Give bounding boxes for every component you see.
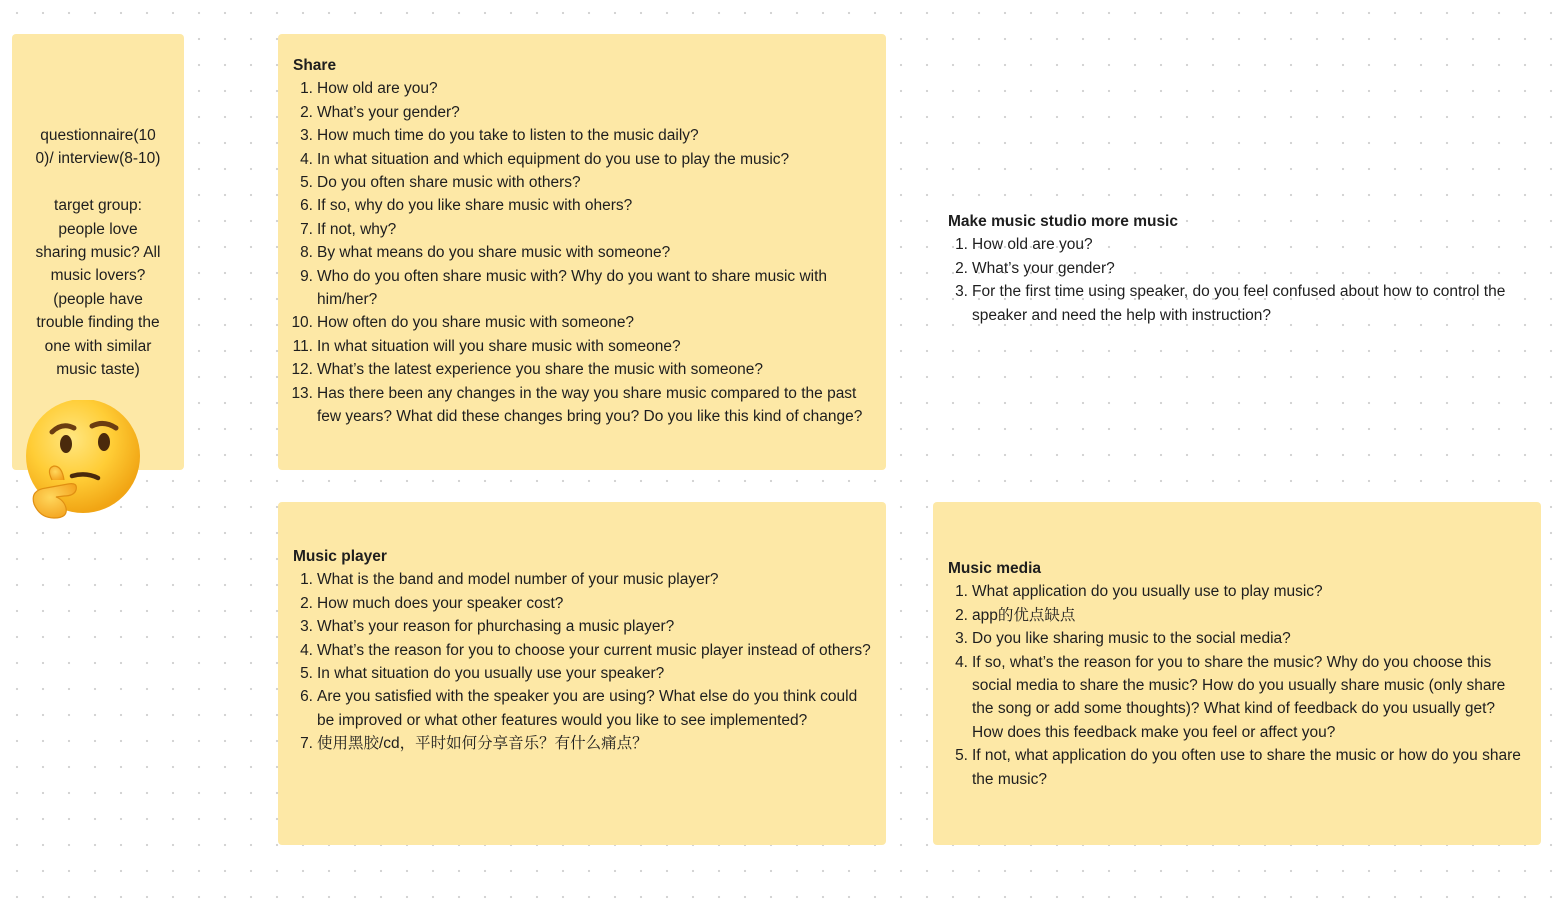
- list-item: 2. What’s your gender?: [955, 259, 1115, 277]
- question-text: In what situation and which equipment do you use to play the music?: [317, 150, 790, 168]
- question-list: [948, 580, 1526, 791]
- sticky-note-share[interactable]: [278, 34, 886, 470]
- intro-blank-line: [24, 171, 172, 194]
- question-text: Who do you often share music with? Why do you want to share music with him/her?: [317, 267, 828, 309]
- list-item: 1. What application do you usually use to play music?: [955, 583, 1323, 601]
- question-text: What’s your gender?: [317, 103, 460, 121]
- list-item: 2. What’s your gender?: [300, 103, 460, 121]
- intro-line: music lovers?: [50, 267, 146, 285]
- question-text: If so, why do you like share music with ohers?: [317, 197, 633, 215]
- question-list: [293, 568, 871, 755]
- note-title: Music player: [293, 548, 387, 565]
- list-item: 9. Who do you often share music with? Why do you want to share music with him/her?: [300, 267, 828, 309]
- question-text: How old are you?: [972, 236, 1093, 254]
- text-block-music-studio[interactable]: [948, 210, 1528, 327]
- intro-line: trouble finding the: [36, 314, 160, 332]
- question-text: What’s your gender?: [972, 259, 1115, 277]
- question-text: If not, why?: [317, 220, 397, 238]
- list-item: 3. Do you like sharing music to the social media?: [955, 630, 1291, 648]
- intro-line: (people have: [53, 290, 143, 308]
- question-text: How often do you share music with someone?: [317, 314, 635, 332]
- list-item: 7. If not, why?: [300, 220, 397, 238]
- list-item: 1. How old are you?: [955, 236, 1093, 254]
- question-text: What’s your reason for phurchasing a music player?: [317, 618, 675, 636]
- question-text: For the first time using speaker, do you feel confused about how to control the speaker and need the help with instruction?: [972, 283, 1506, 324]
- question-text: What’s the latest experience you share the music with someone?: [317, 361, 764, 379]
- question-text: Are you satisfied with the speaker you are using? What else do you think could be improved or what other features would you like to see implemented?: [317, 688, 858, 729]
- question-text: If not, what application do you often use to share the music or how do you share the music?: [972, 747, 1521, 788]
- list-item: 1. How old are you?: [300, 80, 438, 98]
- list-item: 3. What’s your reason for phurchasing a music player?: [300, 618, 675, 636]
- note-title: Share: [293, 57, 337, 74]
- intro-line: target group:: [54, 197, 142, 215]
- intro-line: people love: [58, 220, 138, 238]
- list-item: 4. In what situation and which equipment do you use to play the music?: [300, 150, 790, 168]
- list-item: 6. If so, why do you like share music with ohers?: [300, 197, 633, 215]
- question-text: 使用黑胶/cd，平时如何分享音乐？有什么痛点？: [317, 735, 648, 753]
- list-item: 5. Do you often share music with others?: [300, 174, 581, 192]
- question-text: How much does your speaker cost?: [317, 594, 564, 612]
- question-text: app的优点缺点: [972, 606, 1076, 624]
- list-item: 7. 使用黑胶/cd，平时如何分享音乐？有什么痛点？: [300, 735, 648, 753]
- list-item: 2. How much does your speaker cost?: [300, 594, 564, 612]
- question-text: How old are you?: [317, 80, 438, 98]
- list-item: 5. If not, what application do you often use to share the music or how do you share the music?: [955, 747, 1521, 788]
- question-text: What is the band and model number of your music player?: [317, 571, 719, 589]
- note-title: Make music studio more music: [948, 213, 1178, 230]
- intro-line: questionnaire(10: [40, 127, 156, 144]
- question-text: Has there been any changes in the way you share music compared to the past few years? What did these changes bring you? Do you like this kind of change?: [317, 384, 863, 426]
- intro-line: one with similar: [44, 337, 152, 355]
- question-text: Do you like sharing music to the social media?: [972, 630, 1291, 648]
- list-item: 11. In what situation will you share music with someone?: [292, 337, 681, 355]
- list-item: 3. For the first time using speaker, do you feel confused about how to control the speaker and need the help with instruction?: [955, 283, 1506, 324]
- intro-line: sharing music? All: [35, 244, 161, 262]
- list-item: 5. In what situation do you usually use your speaker?: [300, 665, 665, 683]
- list-item: 2. app的优点缺点: [955, 606, 1076, 624]
- question-text: How much time do you take to listen to the music daily?: [317, 127, 699, 145]
- sticky-note-music-media[interactable]: [933, 502, 1541, 845]
- list-item: 6. Are you satisfied with the speaker you are using? What else do you think could be improved or what other features would you like to see implemented?: [300, 688, 858, 729]
- question-text: By what means do you share music with someone?: [317, 244, 671, 262]
- list-item: 12. What’s the latest experience you share the music with someone?: [291, 361, 764, 379]
- intro-line: music taste): [56, 361, 140, 379]
- sticky-note-music-player[interactable]: [278, 502, 886, 845]
- question-text: In what situation will you share music with someone?: [317, 337, 681, 355]
- question-text: Do you often share music with others?: [317, 174, 581, 192]
- list-item: 4. If so, what’s the reason for you to share the music? Why do you choose this social media to share the music? How do you usually share music (only share the song or add some thoughts)? What kind of feedback do you usually get? How does this feedback make you feel or affect you?: [955, 653, 1506, 741]
- question-list: [948, 233, 1528, 327]
- question-list: [293, 77, 871, 428]
- question-text: What’s the reason for you to choose your current music player instead of others?: [317, 641, 871, 659]
- question-text: If so, what’s the reason for you to share the music? Why do you choose this social media to share the music? How do you usually share music (only share the song or add some thoughts)? What kind of feedback do you usually get? How does this feedback make you feel or affect you?: [972, 653, 1506, 741]
- list-item: 3. How much time do you take to listen to the music daily?: [300, 127, 699, 145]
- list-item: 13. Has there been any changes in the way you share music compared to the past few years? What did these changes bring you? Do you like this kind of change?: [291, 384, 863, 426]
- question-text: What application do you usually use to play music?: [972, 583, 1323, 601]
- thinking-face-emoji-svg: [24, 400, 144, 520]
- list-item: 8. By what means do you share music with someone?: [300, 244, 671, 262]
- note-title: Music media: [948, 560, 1042, 577]
- thinking-face-emoji-icon[interactable]: [24, 400, 144, 520]
- list-item: 10. How often do you share music with someone?: [291, 314, 635, 332]
- list-item: 1. What is the band and model number of your music player?: [300, 571, 719, 589]
- intro-line: 0)/ interview(8-10): [35, 150, 161, 168]
- question-text: In what situation do you usually use your speaker?: [317, 665, 665, 683]
- list-item: 4. What’s the reason for you to choose your current music player instead of others?: [300, 641, 871, 659]
